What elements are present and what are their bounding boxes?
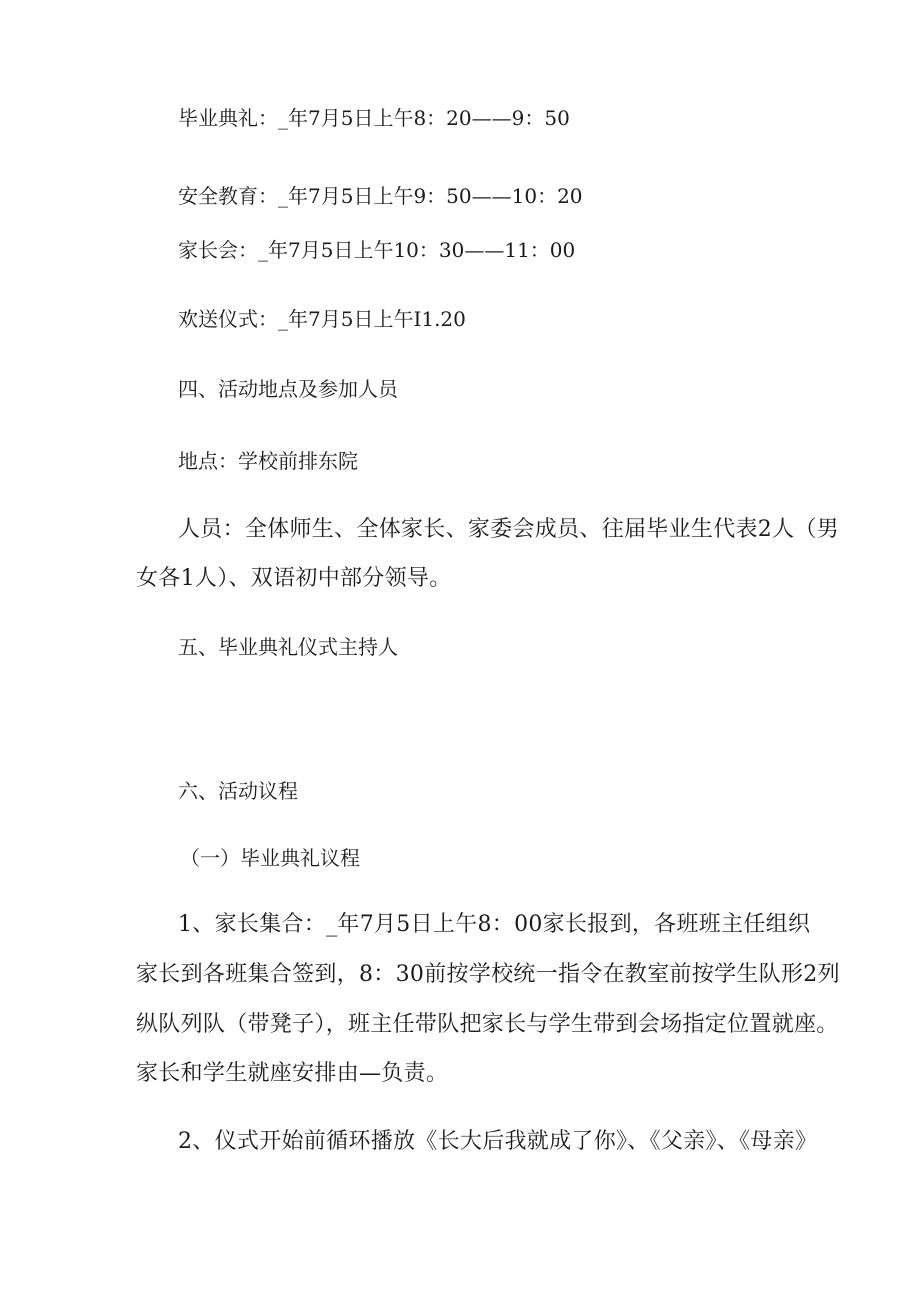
agenda-item-1-line-3: 纵队列队（带凳子），班主任带队把家长与学生带到会场指定位置就座。	[136, 1012, 839, 1037]
people-text-line-2: 女各1人）、双语初中部分领导。	[136, 566, 452, 591]
section-5-heading: 五、毕业典礼仪式主持人	[178, 635, 398, 659]
agenda-item-1-line-1: 1、家长集合：_年7月5日上午8：00家长报到，各班班主任组织	[178, 912, 811, 937]
schedule-farewell: 欢送仪式：_年7月5日上午I1.20	[178, 307, 466, 331]
location-text: 地点：学校前排东院	[178, 449, 358, 473]
schedule-safety-education: 安全教育：_年7月5日上午9：50——10：20	[178, 184, 583, 208]
schedule-ceremony: 毕业典礼：_年7月5日上午8：20——9：50	[178, 106, 570, 130]
agenda-item-1-line-4: 家长和学生就座安排由—负责。	[136, 1061, 449, 1086]
agenda-item-1-line-2: 家长到各班集合签到，8：30前按学校统一指令在教室前按学生队形2列	[136, 962, 840, 987]
section-4-heading: 四、活动地点及参加人员	[178, 377, 398, 401]
schedule-parents-meeting: 家长会：_年7月5日上午10：30——11：00	[178, 238, 576, 262]
subsection-ceremony-agenda: （一）毕业典礼议程	[180, 846, 360, 870]
section-6-heading: 六、活动议程	[178, 779, 298, 803]
agenda-item-2-line-1: 2、仪式开始前循环播放《长大后我就成了你》、《父亲》、《母亲》	[178, 1129, 818, 1154]
people-text-line-1: 人员：全体师生、全体家长、家委会成员、往届毕业生代表2人（男	[178, 517, 839, 542]
